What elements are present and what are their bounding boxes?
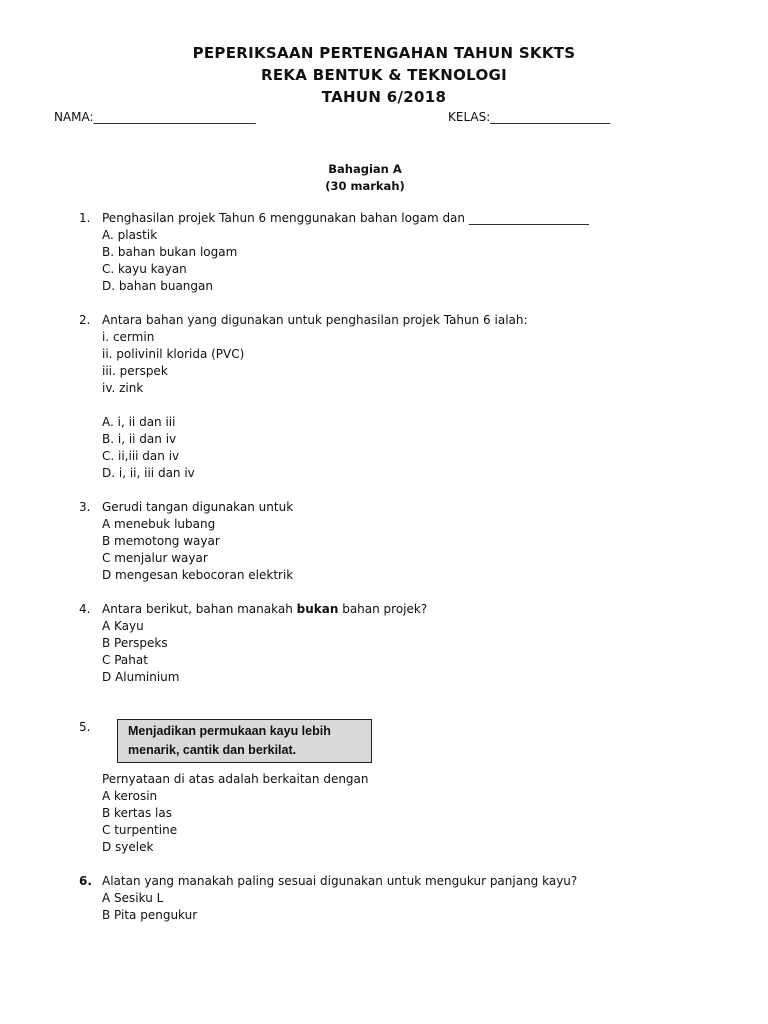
- statement-box: Menjadikan permukaan kayu lebih menarik, cantik dan berkilat.: [117, 719, 372, 763]
- option-c[interactable]: C menjalur wayar: [102, 551, 208, 565]
- option-d[interactable]: D syelek: [102, 840, 154, 854]
- option-b[interactable]: B. bahan bukan logam: [102, 245, 238, 259]
- statement-iii: iii. perspek: [102, 364, 168, 378]
- option-c[interactable]: C turpentine: [102, 823, 178, 837]
- question-number: 4.: [79, 602, 91, 616]
- question-number: 3.: [79, 500, 91, 514]
- option-b[interactable]: B Perspeks: [102, 636, 168, 650]
- nama-field[interactable]: NAMA:___________________________: [54, 110, 256, 124]
- question-text: Pernyataan di atas adalah berkaitan dengan: [102, 772, 369, 786]
- option-b[interactable]: B Pita pengukur: [102, 908, 198, 922]
- question-number: 2.: [79, 313, 91, 327]
- statement-ii: ii. polivinil klorida (PVC): [102, 347, 245, 361]
- option-b[interactable]: B. i, ii dan iv: [102, 432, 177, 446]
- question-number: 5.: [79, 720, 91, 734]
- question-text-end: bahan projek?: [338, 602, 428, 616]
- section-title: Bahagian A: [328, 162, 402, 176]
- question-number: 6.: [79, 874, 92, 888]
- section-marks: (30 markah): [325, 179, 405, 193]
- option-d[interactable]: D Aluminium: [102, 670, 180, 684]
- option-b[interactable]: B kertas las: [102, 806, 172, 820]
- option-c[interactable]: C. ii,iii dan iv: [102, 449, 180, 463]
- question-text-start: Antara berikut, bahan manakah: [102, 602, 297, 616]
- question-text: Gerudi tangan digunakan untuk: [102, 500, 294, 514]
- option-a[interactable]: A Kayu: [102, 619, 144, 633]
- statement-iv: iv. zink: [102, 381, 144, 395]
- option-d[interactable]: D. bahan buangan: [102, 279, 213, 293]
- question-text: [102, 602, 427, 616]
- exam-title: PEPERIKSAAN PERTENGAHAN TAHUN SKKTS: [192, 44, 576, 62]
- question-text: Antara bahan yang digunakan untuk penghasilan projek Tahun 6 ialah:: [102, 313, 528, 327]
- kelas-field[interactable]: KELAS:____________________: [448, 110, 611, 124]
- question-text: Penghasilan projek Tahun 6 menggunakan bahan logam dan ____________________: [102, 211, 589, 225]
- option-a[interactable]: A Sesiku L: [102, 891, 164, 905]
- emphasis-word: bukan: [296, 602, 339, 616]
- option-a[interactable]: A. i, ii dan iii: [102, 415, 176, 429]
- statement-i: i. cermin: [102, 330, 155, 344]
- option-a[interactable]: A menebuk lubang: [102, 517, 216, 531]
- option-a[interactable]: A kerosin: [102, 789, 158, 803]
- option-c[interactable]: C. kayu kayan: [102, 262, 187, 276]
- question-text: Alatan yang manakah paling sesuai digunakan untuk mengukur panjang kayu?: [102, 874, 578, 888]
- question-number: 1.: [79, 211, 91, 225]
- year-title: TAHUN 6/2018: [321, 88, 447, 106]
- option-a[interactable]: A. plastik: [102, 228, 158, 242]
- subject-title: REKA BENTUK & TEKNOLOGI: [260, 66, 508, 84]
- option-b[interactable]: B memotong wayar: [102, 534, 220, 548]
- option-c[interactable]: C Pahat: [102, 653, 148, 667]
- option-d[interactable]: D mengesan kebocoran elektrik: [102, 568, 294, 582]
- option-d[interactable]: D. i, ii, iii dan iv: [102, 466, 195, 480]
